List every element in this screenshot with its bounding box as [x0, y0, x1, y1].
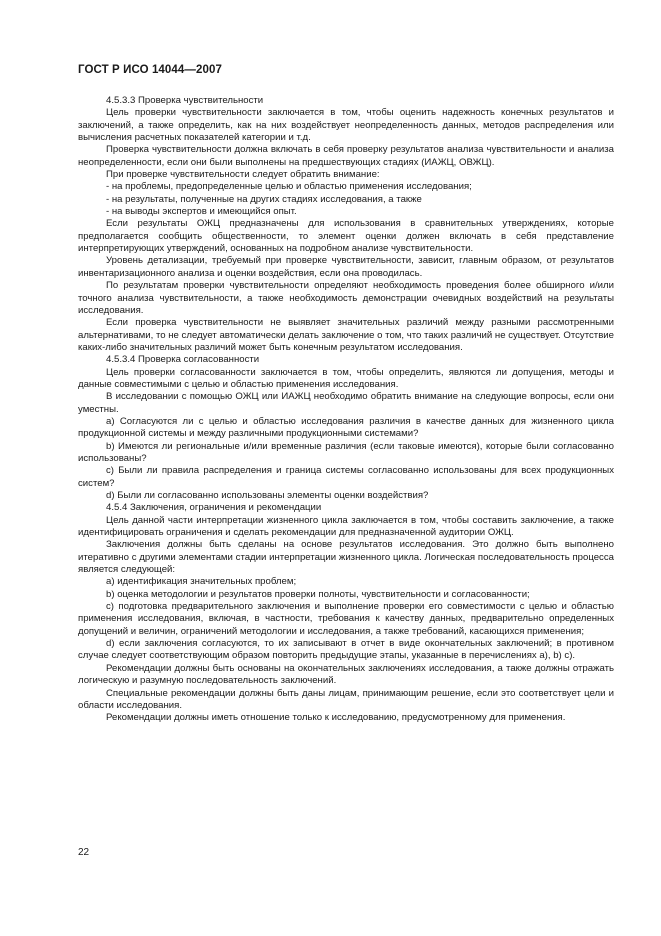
list-item: - на проблемы, предопределенные целью и областью применения исследования; [106, 181, 472, 193]
section-heading-4-5-4: 4.5.4 Заключения, ограничения и рекомендации [106, 502, 322, 514]
list-item: a) Согласуются ли с целью и областью исследования различия в качестве данных для жизненного цикла продукционной системы и между различными продукционными системами? [78, 415, 614, 440]
list-item: d) Были ли согласованно использованы элементы оценки воздействия? [106, 490, 429, 501]
paragraph: Цель проверки чувствительности заключается в том, чтобы оценить надежность конечных результатов и заключений, а также определить, как на них воздействует неопределенность данных, методов распределения или вычисления расчетных показателей категории и т.д. [78, 107, 614, 144]
section-heading-4-5-3-3: 4.5.3.3 Проверка чувствительности [106, 95, 264, 106]
list-item: a) идентификация значительных проблем; [106, 576, 297, 588]
paragraph: При проверке чувствительности следует обратить внимание: [106, 169, 380, 181]
paragraph: По результатам проверки чувствительности определяют необходимость проведения более обширного и/или точного анализа чувствительности, а также необходимость демонстрации очевидных воздействий на результаты исследования. [78, 280, 614, 316]
section-heading-4-5-3-4: 4.5.3.4 Проверка согласованности [106, 354, 260, 366]
page-number: 22 [78, 847, 90, 858]
paragraph: Специальные рекомендации должны быть даны лицам, принимающим решение, если это соответствует цели и области исследования. [78, 687, 614, 711]
list-item: b) оценка методологии и результатов проверки полноты, чувствительности и согласованности; [106, 588, 530, 600]
paragraph: Рекомендации должны быть основаны на окончательных заключениях исследования, а также должны отражать логическую и разумную последовательность заключений. [78, 662, 614, 687]
list-item: b) Имеются ли региональные и/или временные различия (если таковые имеются), которые были согласованно использованы? [78, 440, 614, 464]
paragraph: Цель данной части интерпретации жизненного цикла заключается в том, чтобы составить заключение, а также идентифицировать ограничения и сделать рекомендации для предназначенной аудитории ОЖЦ. [78, 514, 614, 539]
paragraph: Цель проверки согласованности заключается в том, чтобы определить, являются ли допущения, методы и данные совместимыми с целью и областью применения исследования. [78, 366, 614, 390]
paragraph: Если результаты ОЖЦ предназначены для использования в сравнительных утверждениях, которые предполагается сообщить общественности, то элемент оценки должен включать в себя представление интерпретирующих утверждений, основанных на подробном анализе чувствительности. [78, 218, 614, 255]
list-item: - на выводы экспертов и имеющийся опыт. [106, 206, 297, 218]
list-item: - на результаты, полученные на других стадиях исследования, а также [106, 193, 422, 205]
paragraph: Если проверка чувствительности не выявляет значительных различий между разными рассмотренными альтернативами, то не следует автоматически делать заключение о том, что таких различий не существует. Отсутствие каких-либо значительных различий может быть конечным результатом исследования. [78, 317, 614, 353]
list-item: c) подготовка предварительного заключения и выполнение проверки его совместимости с целью и областью применения исследования, включая, в частности, требования к качеству данных, предварительно определенных допущений и величин, ограничений методологии и исследования, а также требований, касающихся применения; [78, 601, 614, 637]
paragraph: Уровень детализации, требуемый при проверке чувствительности, зависит, главным образом, от результатов инвентаризационного анализа и оценки воздействия, если она проводилась. [78, 255, 614, 279]
paragraph: Проверка чувствительности должна включать в себя проверку результатов анализа чувствительности и анализа неопределенности, если они были выполнены на предшествующих стадиях (ИАЖЦ, ОВЖЦ). [78, 144, 614, 168]
list-item: d) если заключения согласуются, то их записывают в отчет в виде окончательных заключений; в противном случае следует соответствующим образом повторить предыдущие этапы, указанные в перечислениях a), b) c). [78, 638, 614, 662]
document-header: ГОСТ Р ИСО 14044—2007 [78, 64, 223, 76]
paragraph: Рекомендации должны иметь отношение только к исследованию, предусмотренному для применения. [106, 712, 566, 724]
list-item: c) Были ли правила распределения и граница системы согласованно использованы для всех продукционных систем? [78, 465, 614, 489]
page-body [78, 95, 614, 725]
paragraph: Заключения должны быть сделаны на основе результатов исследования. Это должно быть выполнено итеративно с другими элементами стадии интерпретации жизненного цикла. Логическая последовательность процесса является следующей: [78, 539, 614, 576]
paragraph: В исследовании с помощью ОЖЦ или ИАЖЦ необходимо обратить внимание на следующие вопросы, если они уместны. [78, 391, 614, 415]
